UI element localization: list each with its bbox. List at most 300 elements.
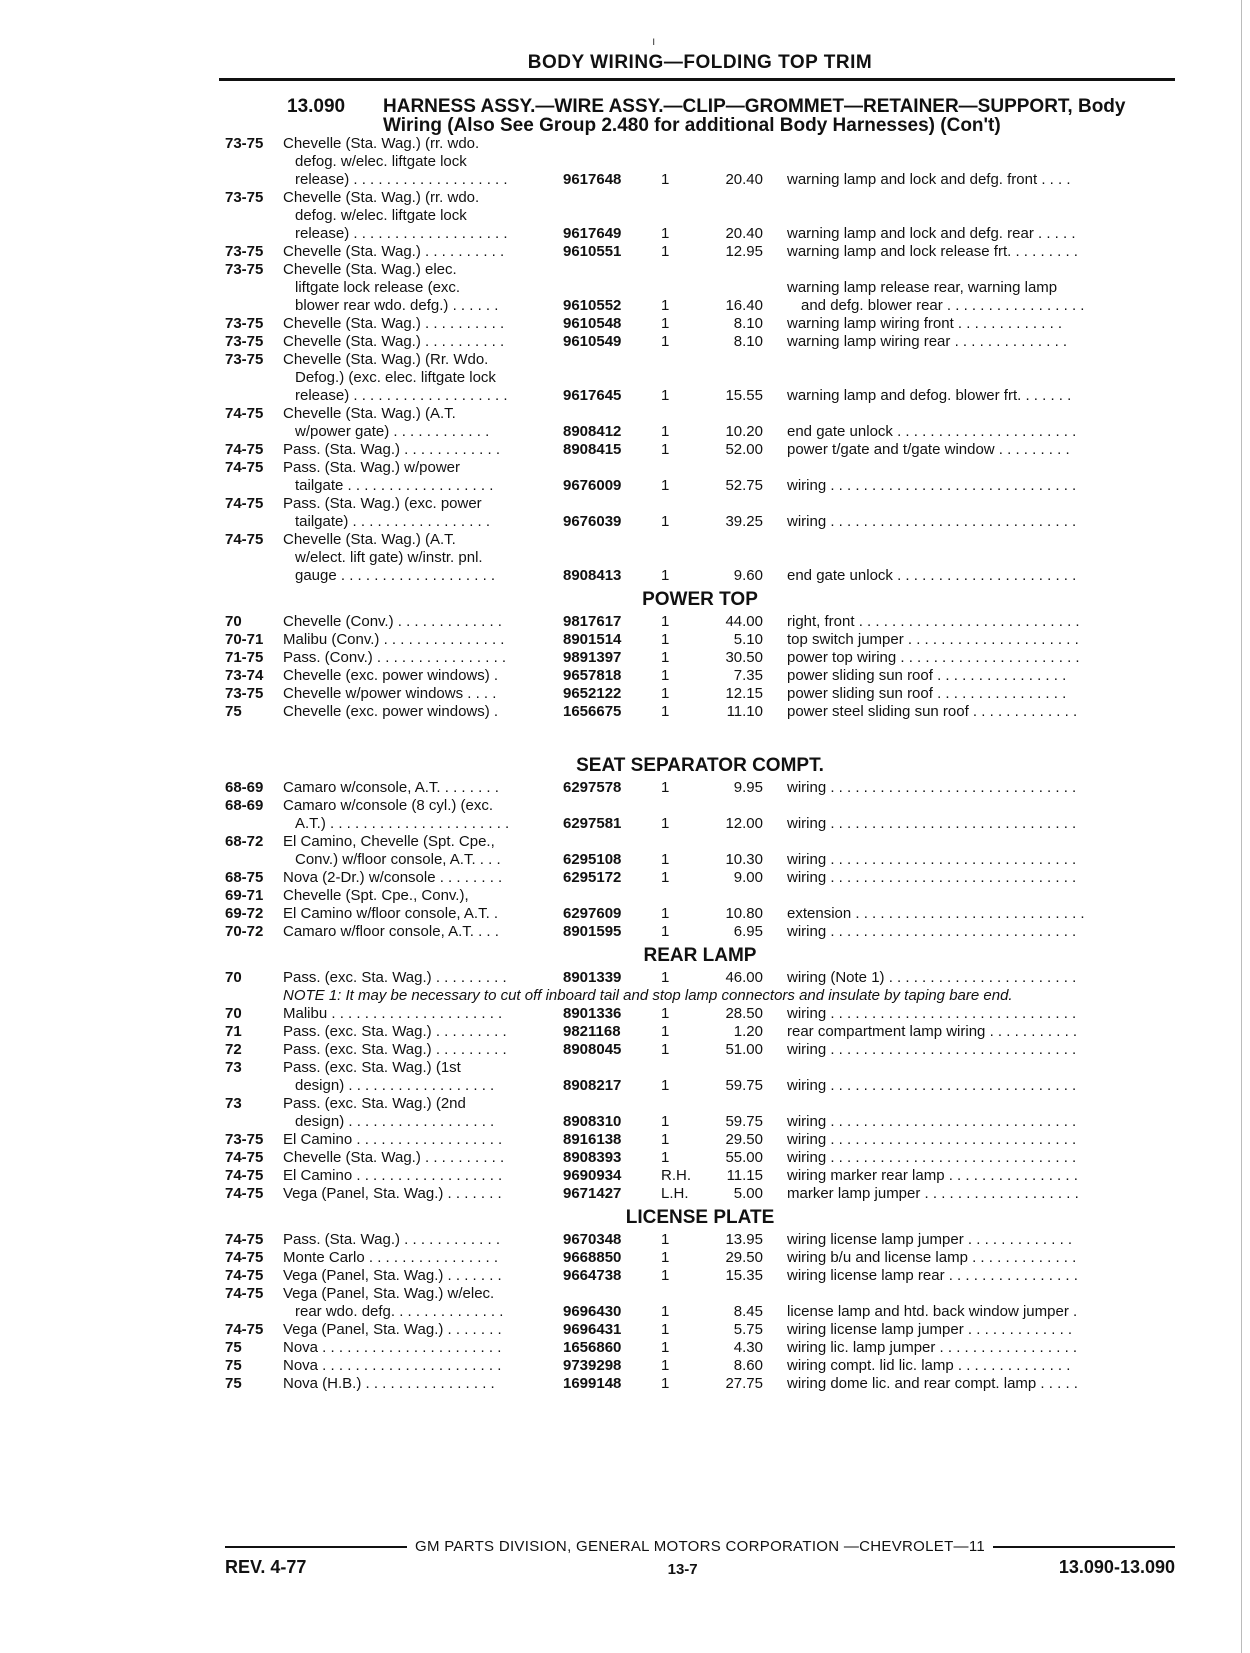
list-price: 5.00: [733, 1185, 763, 1202]
section-range: 13.090-13.090: [1058, 1557, 1175, 1577]
usage-description: [787, 279, 1175, 315]
description-line: tailgate . . . . . . . . . . . . . . . . . .: [295, 477, 494, 494]
model-years: 74-75: [225, 1149, 264, 1166]
parts-row: [225, 905, 1175, 923]
part-number: 9696430: [563, 1303, 622, 1320]
model-years: 75: [225, 1339, 242, 1356]
quantity: 1: [661, 1077, 670, 1094]
usage-line: wiring . . . . . . . . . . . . . . . . . . . . . . . . . . . . . .: [787, 1041, 1077, 1058]
vehicle-description: [283, 1005, 563, 1023]
model-years: 74-75: [225, 1167, 264, 1184]
vehicle-description: [283, 969, 563, 987]
description-line: tailgate) . . . . . . . . . . . . . . . . .: [295, 513, 491, 530]
parts-row: [225, 459, 1175, 495]
part-number: 9617645: [563, 387, 622, 404]
quantity: 1: [661, 315, 670, 332]
part-number: 9617648: [563, 171, 622, 188]
model-years: 74-75: [225, 441, 264, 458]
description-line: Pass. (Sta. Wag.) (exc. power: [283, 495, 482, 512]
part-number: 8908412: [563, 423, 622, 440]
description-line: Chevelle (Conv.) . . . . . . . . . . . . .: [283, 613, 502, 630]
usage-line: power top wiring . . . . . . . . . . . . . . . . . . . . . .: [787, 649, 1080, 666]
quantity: 1: [661, 477, 670, 494]
usage-line: warning lamp and lock and defg. rear . . . . .: [787, 225, 1076, 242]
title-rule: [219, 78, 1175, 81]
quantity: 1: [661, 1357, 670, 1374]
vehicle-description: [283, 685, 563, 703]
page-title: BODY WIRING—FOLDING TOP TRIM: [527, 52, 873, 73]
vehicle-description: [283, 315, 563, 333]
quantity: 1: [661, 649, 670, 666]
model-years: 74-75: [225, 1285, 264, 1302]
part-number: 6297581: [563, 815, 622, 832]
description-line: El Camino . . . . . . . . . . . . . . . . . .: [283, 1131, 503, 1148]
heading-power-top: POWER TOP: [642, 589, 758, 610]
quantity: 1: [661, 631, 670, 648]
description-line: Camaro w/floor console, A.T. . . .: [283, 923, 499, 940]
description-line: Monte Carlo . . . . . . . . . . . . . . . .: [283, 1249, 499, 1266]
quantity: 1: [661, 1267, 670, 1284]
description-line: Chevelle (Sta. Wag.) . . . . . . . . . .: [283, 333, 505, 350]
quantity: 1: [661, 667, 670, 684]
page-footer: [225, 1538, 1175, 1578]
description-line: Malibu . . . . . . . . . . . . . . . . . . . . .: [283, 1005, 503, 1022]
usage-description: [787, 315, 1175, 333]
description-line: Pass. (exc. Sta. Wag.) (2nd: [283, 1095, 466, 1112]
parts-row: [225, 189, 1175, 243]
list-price: 51.00: [725, 1041, 763, 1058]
quantity: 1: [661, 1041, 670, 1058]
description-line: Chevelle (Sta. Wag.) (rr. wdo.: [283, 135, 480, 152]
list-price: 9.00: [733, 869, 763, 886]
description-line: design) . . . . . . . . . . . . . . . . . .: [295, 1113, 495, 1130]
usage-description: [787, 441, 1175, 459]
list-price: 28.50: [725, 1005, 763, 1022]
part-number: 1656860: [563, 1339, 622, 1356]
part-number: 9610551: [563, 243, 622, 260]
usage-line: wiring marker rear lamp . . . . . . . . . . . . . . . .: [787, 1167, 1078, 1184]
description-line: release) . . . . . . . . . . . . . . . . . . .: [295, 387, 508, 404]
description-line: release) . . . . . . . . . . . . . . . . . . .: [295, 171, 508, 188]
vehicle-description: [283, 1357, 563, 1375]
model-years: 74-75: [225, 405, 264, 422]
usage-line: power sliding sun roof . . . . . . . . . . . . . . . .: [787, 667, 1067, 684]
model-years: 73: [225, 1059, 242, 1076]
quantity: 1: [661, 969, 670, 986]
model-years: 74-75: [225, 1231, 264, 1248]
usage-line: warning lamp wiring front . . . . . . . . . . . . .: [787, 315, 1063, 332]
vehicle-description: [283, 1285, 563, 1321]
usage-description: [787, 649, 1175, 667]
list-price: 13.95: [725, 1231, 763, 1248]
list-price: 8.45: [733, 1303, 763, 1320]
vehicle-description: [283, 189, 563, 243]
description-line: Chevelle (Sta. Wag.) . . . . . . . . . .: [283, 1149, 505, 1166]
parts-row: [225, 1339, 1175, 1357]
vehicle-description: [283, 1375, 563, 1393]
quantity: 1: [661, 613, 670, 630]
description-line: design) . . . . . . . . . . . . . . . . . .: [295, 1077, 495, 1094]
part-number: 8908393: [563, 1149, 622, 1166]
list-price: 8.10: [733, 315, 763, 332]
usage-description: [787, 1339, 1175, 1357]
parts-row: [225, 1185, 1175, 1203]
quantity: 1: [661, 1131, 670, 1148]
list-price: 8.60: [733, 1357, 763, 1374]
description-line: Nova . . . . . . . . . . . . . . . . . . . . . .: [283, 1357, 502, 1374]
vehicle-description: [283, 441, 563, 459]
usage-line: warning lamp and lock release frt. . . . . . . . .: [787, 243, 1078, 260]
parts-row: [225, 1041, 1175, 1059]
usage-description: [787, 1023, 1175, 1041]
page-number: 13-7: [667, 1561, 698, 1578]
model-years: 73-75: [225, 135, 264, 152]
description-line: rear wdo. defg. . . . . . . . . . . . . .: [295, 1303, 504, 1320]
usage-description: [787, 613, 1175, 631]
vehicle-description: [283, 631, 563, 649]
model-years: 69-72: [225, 905, 264, 922]
description-line: Chevelle (Sta. Wag.) (Rr. Wdo.: [283, 351, 489, 368]
vehicle-description: [283, 797, 563, 833]
parts-row: [225, 631, 1175, 649]
parts-row: [225, 1321, 1175, 1339]
catalog-page: [225, 0, 1175, 1393]
usage-line: extension . . . . . . . . . . . . . . . . . . . . . . . . . . . .: [787, 905, 1085, 922]
list-price: 52.00: [725, 441, 763, 458]
vehicle-description: [283, 1339, 563, 1357]
description-line: Defog.) (exc. elec. liftgate lock: [295, 369, 496, 386]
description-line: defog. w/elec. liftgate lock: [295, 207, 467, 224]
usage-description: [787, 243, 1175, 261]
vehicle-description: [283, 1231, 563, 1249]
model-years: 73-74: [225, 667, 264, 684]
list-price: 44.00: [725, 613, 763, 630]
part-number: 8908217: [563, 1077, 622, 1094]
usage-description: [787, 685, 1175, 703]
heading-rear-lamp: REAR LAMP: [643, 945, 757, 966]
model-years: 71-75: [225, 649, 264, 666]
model-years: 73: [225, 1095, 242, 1112]
description-line: gauge . . . . . . . . . . . . . . . . . . .: [295, 567, 496, 584]
part-number: 9671427: [563, 1185, 622, 1202]
parts-row: [225, 441, 1175, 459]
quantity: 1: [661, 905, 670, 922]
group-power-top: [225, 613, 1175, 721]
description-line: Chevelle w/power windows . . . .: [283, 685, 497, 702]
model-years: 73-75: [225, 315, 264, 332]
part-number: 1656675: [563, 703, 622, 720]
usage-line: marker lamp jumper . . . . . . . . . . . . . . . . . . .: [787, 1185, 1079, 1202]
quantity: 1: [661, 851, 670, 868]
usage-line: wiring license lamp jumper . . . . . . . . . . . . .: [787, 1231, 1073, 1248]
usage-description: [787, 1249, 1175, 1267]
list-price: 12.00: [725, 815, 763, 832]
parts-row: [225, 1005, 1175, 1023]
parts-row: [225, 1357, 1175, 1375]
description-line: Pass. (exc. Sta. Wag.) (1st: [283, 1059, 461, 1076]
parts-row: [225, 1231, 1175, 1249]
description-line: Chevelle (Sta. Wag.) (rr. wdo.: [283, 189, 480, 206]
quantity: 1: [661, 923, 670, 940]
list-price: 15.55: [725, 387, 763, 404]
part-number: 9696431: [563, 1321, 622, 1338]
part-number: 9676009: [563, 477, 622, 494]
quantity: 1: [661, 685, 670, 702]
usage-line: wiring . . . . . . . . . . . . . . . . . . . . . . . . . . . . . .: [787, 1005, 1077, 1022]
model-years: 74-75: [225, 1249, 264, 1266]
description-line: blower rear wdo. defg.) . . . . . .: [295, 297, 499, 314]
part-number: 9610548: [563, 315, 622, 332]
usage-description: [787, 1149, 1175, 1167]
quantity: 1: [661, 171, 670, 188]
quantity: 1: [661, 703, 670, 720]
description-line: Pass. (Sta. Wag.) . . . . . . . . . . . .: [283, 1231, 500, 1248]
list-price: 16.40: [725, 297, 763, 314]
list-price: 9.95: [733, 779, 763, 796]
parts-row: [225, 969, 1175, 987]
quantity: 1: [661, 869, 670, 886]
vehicle-description: [283, 261, 563, 315]
quantity: 1: [661, 243, 670, 260]
footer-bottom: [225, 1557, 1175, 1578]
description-line: Pass. (exc. Sta. Wag.) . . . . . . . . .: [283, 969, 507, 986]
usage-line: and defg. blower rear . . . . . . . . . . . . . . . . .: [801, 297, 1085, 314]
description-line: Pass. (Conv.) . . . . . . . . . . . . . . . .: [283, 649, 507, 666]
vehicle-description: [283, 649, 563, 667]
model-years: 74-75: [225, 1267, 264, 1284]
quantity: 1: [661, 1005, 670, 1022]
vehicle-description: [283, 459, 563, 495]
usage-description: [787, 171, 1175, 189]
vehicle-description: [283, 531, 563, 585]
description-line: Pass. (exc. Sta. Wag.) . . . . . . . . .: [283, 1041, 507, 1058]
description-line: Chevelle (Sta. Wag.) . . . . . . . . . .: [283, 243, 505, 260]
heading-seat-separator: SEAT SEPARATOR COMPT.: [576, 755, 824, 776]
model-years: 74-75: [225, 1185, 264, 1202]
footer-rule-right: [993, 1546, 1175, 1548]
quantity: 1: [661, 333, 670, 350]
quantity: 1: [661, 1303, 670, 1320]
description-line: Vega (Panel, Sta. Wag.) . . . . . . .: [283, 1321, 502, 1338]
usage-line: right, front . . . . . . . . . . . . . . . . . . . . . . . . . . .: [787, 613, 1080, 630]
description-line: El Camino, Chevelle (Spt. Cpe.,: [283, 833, 495, 850]
description-line: Pass. (exc. Sta. Wag.) . . . . . . . . .: [283, 1023, 507, 1040]
quantity: L.H.: [661, 1185, 689, 1202]
vehicle-description: [283, 1041, 563, 1059]
parts-row: [225, 1167, 1175, 1185]
usage-description: [787, 703, 1175, 721]
vehicle-description: [283, 333, 563, 351]
list-price: 5.75: [733, 1321, 763, 1338]
usage-line: warning lamp and defog. blower frt. . . . . . .: [787, 387, 1072, 404]
usage-description: [787, 477, 1175, 495]
parts-row: [225, 333, 1175, 351]
vehicle-description: [283, 905, 563, 923]
list-price: 4.30: [733, 1339, 763, 1356]
usage-description: [787, 513, 1175, 531]
model-years: 74-75: [225, 531, 264, 548]
parts-row: [225, 1267, 1175, 1285]
quantity: 1: [661, 1113, 670, 1130]
list-price: 9.60: [733, 567, 763, 584]
usage-description: [787, 567, 1175, 585]
part-number: 8916138: [563, 1131, 622, 1148]
usage-description: [787, 631, 1175, 649]
parts-row: [225, 869, 1175, 887]
usage-line: wiring . . . . . . . . . . . . . . . . . . . . . . . . . . . . . .: [787, 1149, 1077, 1166]
vehicle-description: [283, 1185, 563, 1203]
description-line: liftgate lock release (exc.: [295, 279, 461, 296]
model-years: 70: [225, 969, 242, 986]
description-line: Nova (2-Dr.) w/console . . . . . . . .: [283, 869, 503, 886]
list-price: 15.35: [725, 1267, 763, 1284]
usage-line: wiring . . . . . . . . . . . . . . . . . . . . . . . . . . . . . .: [787, 477, 1077, 494]
description-line: w/elect. lift gate) w/instr. pnl.: [295, 549, 483, 566]
section-code: 13.090: [287, 96, 346, 117]
part-number: 9817617: [563, 613, 622, 630]
description-line: Vega (Panel, Sta. Wag.) . . . . . . .: [283, 1267, 502, 1284]
description-line: Chevelle (exc. power windows) .: [283, 667, 499, 684]
list-price: 5.10: [733, 631, 763, 648]
vehicle-description: [283, 1267, 563, 1285]
usage-description: [787, 387, 1175, 405]
usage-description: [787, 1321, 1175, 1339]
model-years: 70: [225, 613, 242, 630]
usage-description: [787, 1231, 1175, 1249]
part-number: 6297609: [563, 905, 622, 922]
part-number: 9652122: [563, 685, 622, 702]
parts-row: [225, 779, 1175, 797]
usage-line: wiring . . . . . . . . . . . . . . . . . . . . . . . . . . . . . .: [787, 923, 1077, 940]
part-number: 9690934: [563, 1167, 622, 1184]
parts-row: [225, 1149, 1175, 1167]
usage-line: power t/gate and t/gate window . . . . . . . . .: [787, 441, 1070, 458]
usage-description: [787, 779, 1175, 797]
description-line: Pass. (Sta. Wag.) . . . . . . . . . . . .: [283, 441, 500, 458]
list-price: 30.50: [725, 649, 763, 666]
vehicle-description: [283, 1149, 563, 1167]
part-number: 1699148: [563, 1375, 622, 1392]
usage-line: wiring compt. lid lic. lamp . . . . . . . . . . . . . .: [787, 1357, 1071, 1374]
group-rear-lamp-continued: [225, 1005, 1175, 1203]
list-price: 8.10: [733, 333, 763, 350]
part-number: 8901514: [563, 631, 622, 648]
usage-description: [787, 423, 1175, 441]
model-years: 68-72: [225, 833, 264, 850]
parts-row: [225, 667, 1175, 685]
quantity: 1: [661, 1023, 670, 1040]
part-number: 9739298: [563, 1357, 622, 1374]
list-price: 11.10: [726, 703, 763, 720]
vehicle-description: [283, 1321, 563, 1339]
part-number: 6295172: [563, 869, 622, 886]
usage-line: warning lamp release rear, warning lamp: [787, 279, 1058, 296]
model-years: 72: [225, 1041, 242, 1058]
model-years: 73-75: [225, 189, 264, 206]
group-seat-separator: [225, 779, 1175, 941]
section-title: HARNESS ASSY.—WIRE ASSY.—CLIP—GROMMET—RETAINER—SUPPORT, Body Wiring (Also See Group 2.480 for additional Body Harnesses) (Con't): [383, 96, 1126, 136]
model-years: 68-69: [225, 779, 264, 796]
usage-line: wiring . . . . . . . . . . . . . . . . . . . . . . . . . . . . . .: [787, 779, 1077, 796]
list-price: 7.35: [733, 667, 763, 684]
usage-description: [787, 1077, 1175, 1095]
vehicle-description: [283, 243, 563, 261]
usage-line: wiring . . . . . . . . . . . . . . . . . . . . . . . . . . . . . .: [787, 513, 1077, 530]
vehicle-description: [283, 887, 563, 905]
list-price: 59.75: [725, 1113, 763, 1130]
usage-line: wiring . . . . . . . . . . . . . . . . . . . . . . . . . . . . . .: [787, 1131, 1077, 1148]
usage-line: wiring . . . . . . . . . . . . . . . . . . . . . . . . . . . . . .: [787, 851, 1077, 868]
usage-line: power steel sliding sun roof . . . . . . . . . . . . .: [787, 703, 1078, 720]
part-number: 9891397: [563, 649, 622, 666]
list-price: 39.25: [725, 513, 763, 530]
part-number: 9821168: [563, 1023, 621, 1040]
model-years: 68-69: [225, 797, 264, 814]
usage-description: [787, 1303, 1175, 1321]
description-line: Chevelle (Sta. Wag.) . . . . . . . . . .: [283, 315, 505, 332]
usage-line: rear compartment lamp wiring . . . . . . . . . . .: [787, 1023, 1078, 1040]
usage-line: wiring . . . . . . . . . . . . . . . . . . . . . . . . . . . . . .: [787, 1077, 1077, 1094]
vehicle-description: [283, 923, 563, 941]
parts-row: [225, 613, 1175, 631]
model-years: 70-72: [225, 923, 264, 940]
usage-line: end gate unlock . . . . . . . . . . . . . . . . . . . . . .: [787, 567, 1077, 584]
parts-row: [225, 1375, 1175, 1393]
parts-row: [225, 649, 1175, 667]
model-years: 69-71: [225, 887, 264, 904]
part-number: 9668850: [563, 1249, 622, 1266]
usage-line: wiring . . . . . . . . . . . . . . . . . . . . . . . . . . . . . .: [787, 815, 1077, 832]
description-line: A.T.) . . . . . . . . . . . . . . . . . . . . . .: [295, 815, 510, 832]
vehicle-description: [283, 869, 563, 887]
vehicle-description: [283, 779, 563, 797]
quantity: 1: [661, 1149, 670, 1166]
part-number: 9664738: [563, 1267, 622, 1284]
group-body-wiring: [225, 135, 1175, 585]
description-line: defog. w/elec. liftgate lock: [295, 153, 467, 170]
usage-description: [787, 1375, 1175, 1393]
model-years: 74-75: [225, 495, 264, 512]
vehicle-description: [283, 351, 563, 405]
model-years: 73-75: [225, 685, 264, 702]
usage-description: [787, 1267, 1175, 1285]
part-number: 8908310: [563, 1113, 622, 1130]
quantity: 1: [661, 225, 670, 242]
quantity: 1: [661, 441, 670, 458]
scan-mark: ı: [652, 34, 656, 48]
usage-line: wiring lic. lamp jumper . . . . . . . . . . . . . . . . .: [787, 1339, 1078, 1356]
usage-line: license lamp and htd. back window jumper .: [787, 1303, 1078, 1320]
usage-description: [787, 1167, 1175, 1185]
parts-row: [225, 135, 1175, 189]
parts-row: [225, 923, 1175, 941]
list-price: 46.00: [725, 969, 763, 986]
usage-line: warning lamp wiring rear . . . . . . . . . . . . . .: [787, 333, 1068, 350]
model-years: 70-71: [225, 631, 264, 648]
usage-line: wiring license lamp jumper . . . . . . . . . . . . .: [787, 1321, 1073, 1338]
list-price: 52.75: [725, 477, 763, 494]
parts-row: [225, 531, 1175, 585]
list-price: 27.75: [725, 1375, 763, 1392]
list-price: 11.15: [726, 1167, 763, 1184]
vehicle-description: [283, 1249, 563, 1267]
parts-row: [225, 887, 1175, 905]
parts-row: [225, 495, 1175, 531]
model-years: 73-75: [225, 243, 264, 260]
usage-line: wiring . . . . . . . . . . . . . . . . . . . . . . . . . . . . . .: [787, 1113, 1077, 1130]
parts-row: [225, 261, 1175, 315]
list-price: 6.95: [733, 923, 763, 940]
